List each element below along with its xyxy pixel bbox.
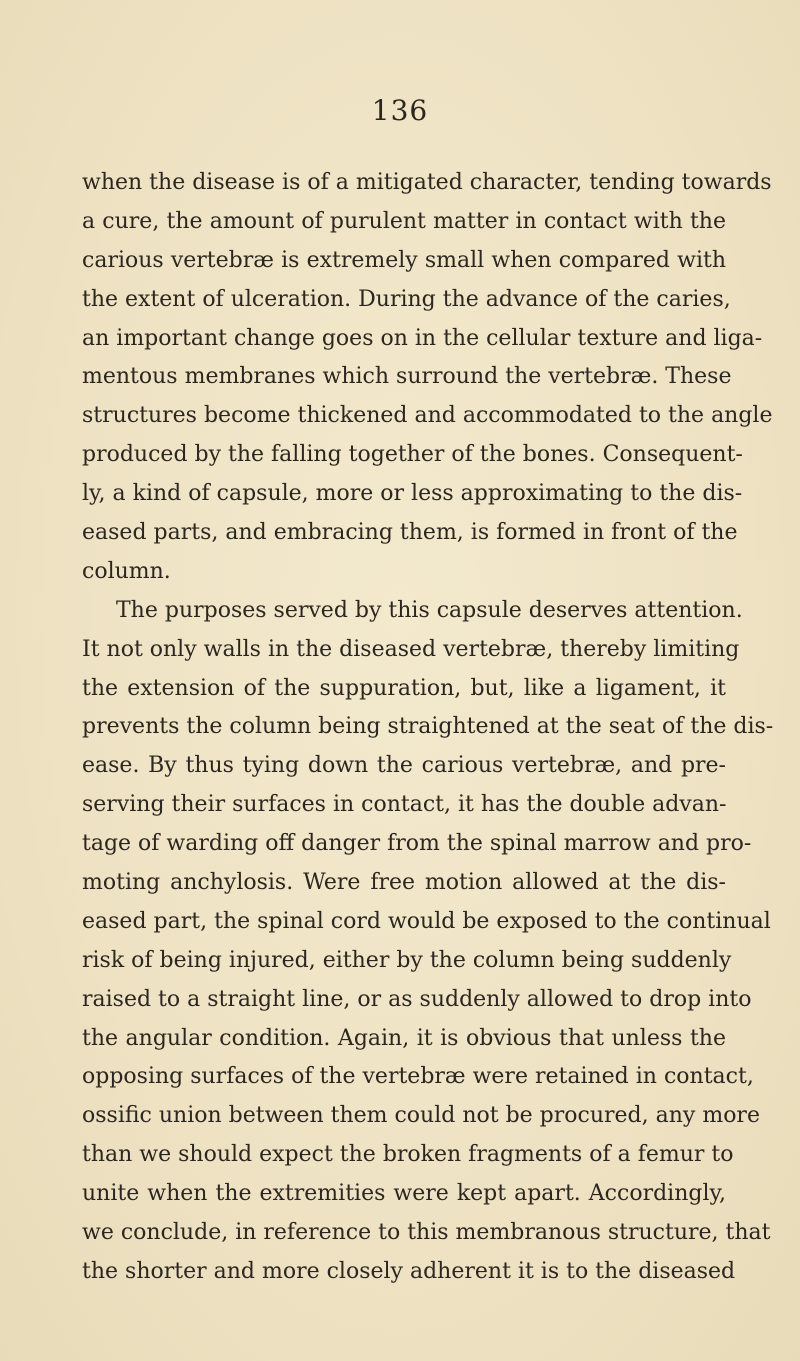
text-line: the angular condition. Again, it is obvious that unless the [82, 1025, 726, 1051]
text-line: produced by the falling together of the bones. Consequent- [82, 442, 743, 468]
text-line: It not only walls in the diseased vertebræ, thereby limiting [82, 636, 740, 662]
text-line: we conclude, in reference to this membranous structure, that [82, 1220, 771, 1246]
text-line: the shorter and more closely adherent it is to the diseased [82, 1258, 736, 1284]
text-line: ossific union between them could not be procured, any more [82, 1103, 760, 1129]
text-line: raised to a straight line, or as suddenly allowed to drop into [82, 986, 752, 1012]
body-text [82, 164, 774, 1292]
text-line: unite when the extremities were kept apart. Accordingly, [82, 1181, 726, 1207]
paragraph-first-line: The purposes served by this capsule deserves attention. [116, 597, 743, 623]
text-line: the extension of the suppuration, but, like a ligament, it [82, 675, 726, 701]
text-line: when the disease is of a mitigated character, tending towards [82, 170, 772, 195]
text-line: eased part, the spinal cord would be exposed to the continual [82, 908, 771, 934]
text-line: an important change goes on in the cellular texture and liga- [82, 325, 763, 351]
text-line: the extent of ulceration. During the advance of the caries, [82, 286, 731, 312]
text-line: ease. By thus tying down the carious vertebræ, and pre- [82, 753, 726, 779]
text-line: tage of warding off danger from the spinal marrow and pro- [82, 831, 752, 857]
text-line: mentous membranes which surround the vertebræ. These [82, 364, 732, 390]
text-line: serving their surfaces in contact, it has the double advan- [82, 792, 727, 818]
text-line: moting anchylosis. Were free motion allowed at the dis- [82, 870, 726, 896]
text-line: prevents the column being straightened at the seat of the dis- [82, 714, 774, 740]
text-line: than we should expect the broken fragments of a femur to [82, 1142, 734, 1168]
text-line: eased parts, and embracing them, is formed in front of the [82, 520, 738, 546]
text-line: ly, a kind of capsule, more or less approximating to the dis- [82, 481, 743, 507]
text-line: column. [82, 558, 171, 584]
text-line: opposing surfaces of the vertebræ were retained in contact, [82, 1064, 754, 1090]
text-line: structures become thickened and accommodated to the angle [82, 403, 773, 429]
text-line: a cure, the amount of purulent matter in contact with the [82, 208, 726, 234]
page-number: 136 [371, 94, 429, 127]
text-line: risk of being injured, either by the column being suddenly [82, 947, 732, 973]
text-line: carious vertebræ is extremely small when compared with [82, 247, 726, 273]
